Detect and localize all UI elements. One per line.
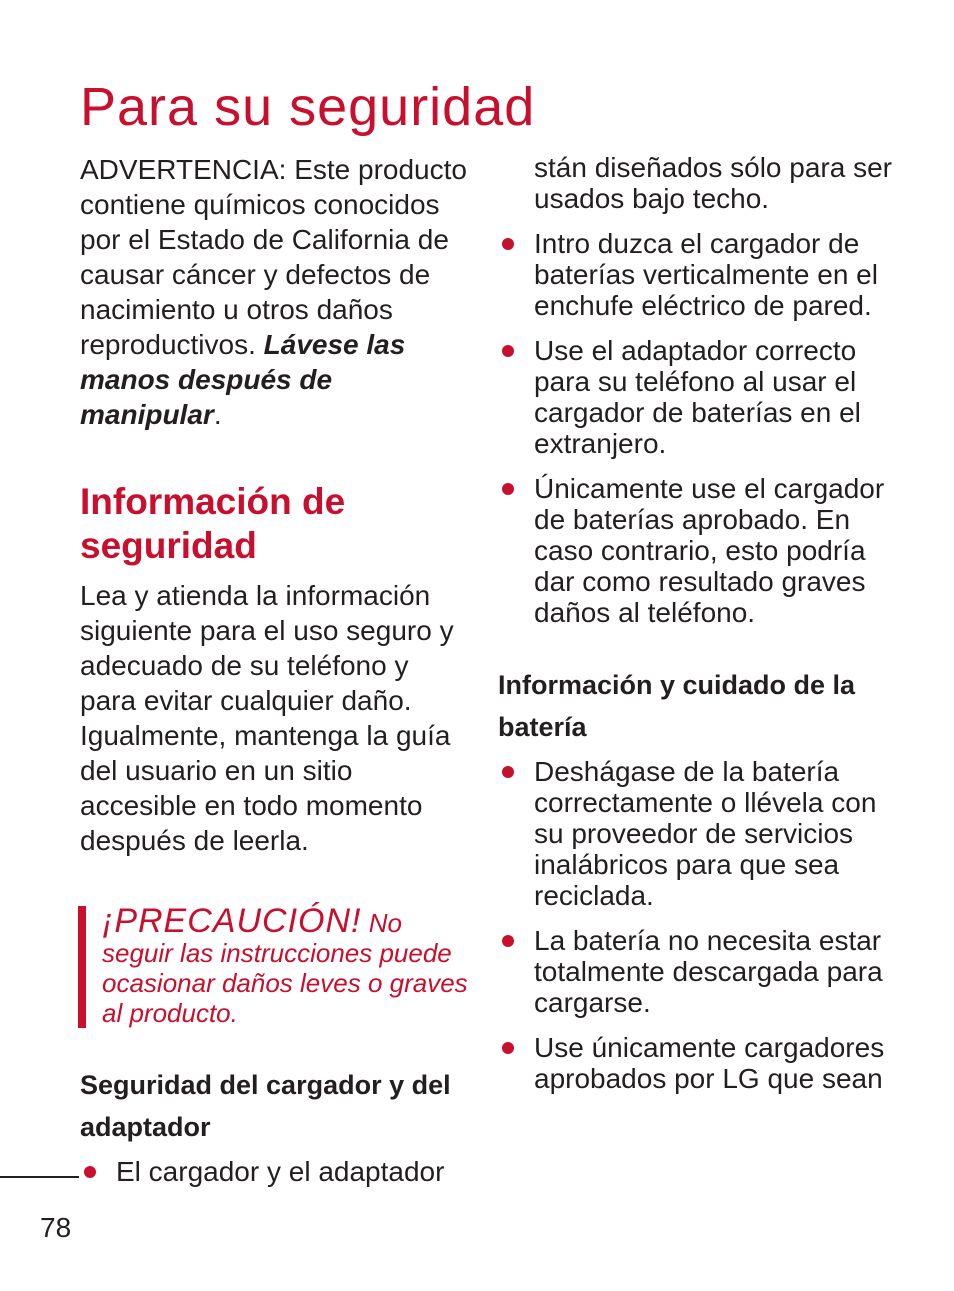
page-number: 78 — [40, 1212, 72, 1243]
list-item-text: Deshágase de la batería correctamente o llévela con su proveedor de servicios inalábricos para que sea reciclada. — [534, 756, 877, 911]
list-item-text: Use el adaptador correcto para su teléfono al usar el cargador de baterías en el extranjero. — [534, 335, 861, 459]
intro-paragraph: Lea y atienda la información siguiente para el uso seguro y adecuado de su teléfono y para evitar cualquier daño. Igualmente, mantenga la guía del usuario en un sitio accesible en todo momento después de leerla. — [80, 580, 454, 856]
list-item-text: El cargador y el adaptador — [116, 1156, 445, 1187]
bullet-icon — [502, 483, 514, 495]
caution-text: No seguir las instrucciones puede ocasionar daños leves o graves al producto. — [102, 908, 468, 1028]
warning-text: : Este producto contiene químicos conocidos por el Estado de California de causar cáncer y defectos de nacimiento u otros daños reproductivos. — [80, 154, 467, 360]
battery-care-heading: Información y cuidado de la batería — [498, 670, 856, 742]
left-column — [80, 152, 470, 1201]
section-heading-safety-info: Información de seguridad — [80, 481, 346, 566]
list-item — [498, 1032, 898, 1094]
list-item-text: La batería no necesita estar totalmente descargada para cargarse. — [534, 925, 883, 1018]
bullet-icon — [502, 1042, 514, 1054]
list-item — [498, 335, 898, 459]
battery-list — [498, 756, 898, 1094]
list-item — [498, 473, 898, 628]
list-item — [498, 228, 898, 321]
warning-paragraph — [80, 152, 470, 432]
charger-list-left — [80, 1156, 470, 1187]
list-item — [80, 1156, 470, 1187]
charger-safety-heading: Seguridad del cargador y del adaptador — [80, 1070, 451, 1142]
footer-divider — [0, 1176, 79, 1178]
list-item-text: Intro duzca el cargador de baterías verticalmente en el enchufe eléctrico de pared. — [534, 228, 878, 321]
list-item — [498, 925, 898, 1018]
warning-emphasis: Lávese las manos después de manipular — [80, 329, 406, 430]
bullet-icon — [502, 935, 514, 947]
list-item-text: Use únicamente cargadores aprobados por LG que sean — [534, 1032, 885, 1094]
bullet-icon — [84, 1166, 96, 1178]
caution-callout — [78, 902, 470, 1028]
warning-label: ADVERTENCIA — [80, 154, 279, 185]
list-item-text: Únicamente use el cargador de baterías aprobado. En caso contrario, esto podría dar como resultado graves daños al teléfono. — [534, 473, 885, 628]
warning-end: . — [213, 399, 222, 430]
right-column — [498, 152, 898, 1108]
charger-item-continuation: stán diseñados sólo para ser usados bajo techo. — [534, 152, 892, 214]
list-item — [498, 756, 898, 911]
bullet-icon — [502, 766, 514, 778]
bullet-icon — [502, 345, 514, 357]
bullet-icon — [502, 238, 514, 250]
caution-title: ¡PRECAUCIÓN! — [102, 902, 362, 940]
charger-list-right — [498, 228, 898, 628]
page-title: Para su seguridad — [80, 77, 536, 138]
